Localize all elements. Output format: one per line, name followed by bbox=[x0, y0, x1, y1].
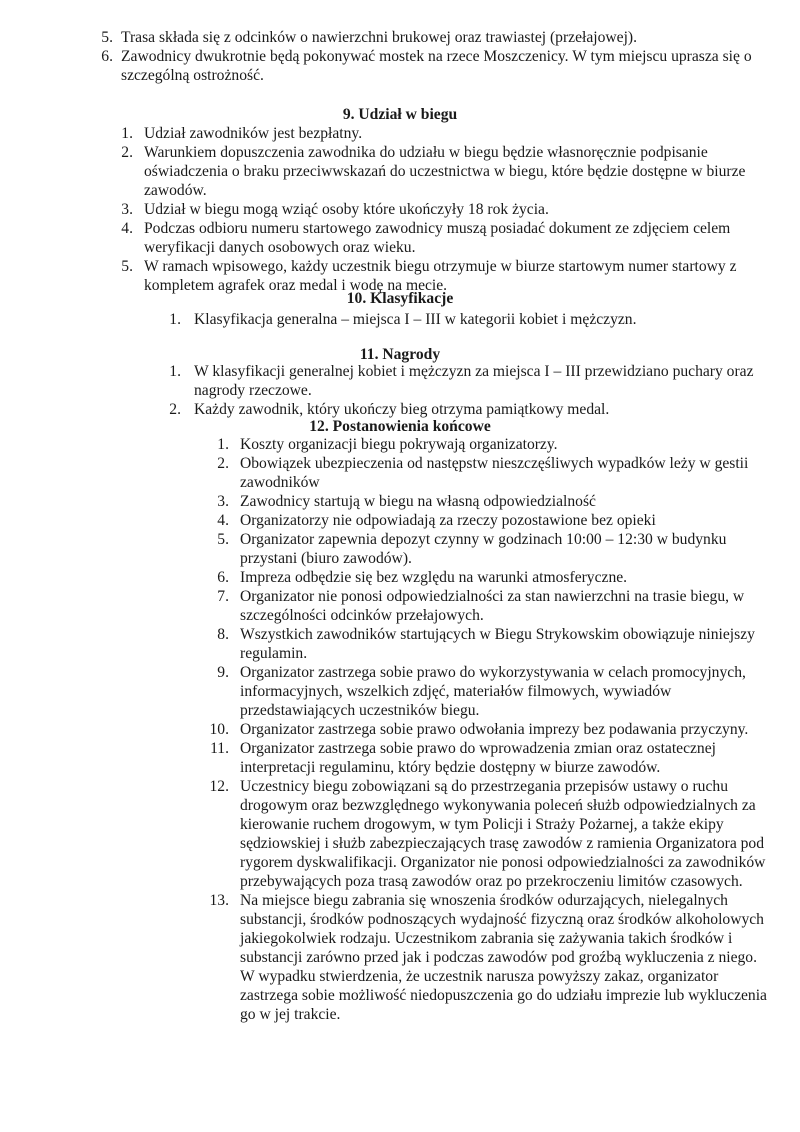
list-item bbox=[0, 720, 770, 739]
list-item-text: W ramach wpisowego, każdy uczestnik biegu otrzymuje w biurze startowym numer startowy z kompletem agrafek oraz medal i wodę na mecie. bbox=[144, 258, 737, 294]
list-item bbox=[0, 663, 770, 720]
list-item-number: 2. bbox=[217, 455, 229, 472]
list-item-text: Zawodnicy startują w biegu na własną odpowiedzialność bbox=[240, 493, 596, 510]
list-item-text: Organizator zastrzega sobie prawo do wprowadzenia zmian oraz ostatecznej interpretacji regulaminu, który będzie dostępny w biurze zawodów. bbox=[240, 740, 716, 776]
list-item-text: Uczestnicy biegu zobowiązani są do przestrzegania przepisów ustawy o ruchu drogowym oraz bezwzględnego wykonywania poleceń służb odpowiedzialnych za kierowanie ruchem drogowym, w tym Policji i Straży Pożarnej, a także ekipy sędziowskiej i służb zabezpieczających trasę zawodów z ramienia Organizatora pod rygorem dyskwalifikacji. Organizator nie ponosi odpowiedzialności za zawodników przebywających poza trasą zawodów oraz po przekroczeniu limitów czasowych. bbox=[240, 778, 766, 890]
list-item-text: Organizator nie ponosi odpowiedzialności za stan nawierzchni na trasie biegu, w szczególności odcinków przełajowych. bbox=[240, 588, 745, 624]
list-item-number: 12. bbox=[209, 778, 229, 795]
list-item-number: 9. bbox=[217, 664, 229, 681]
list-item-text: Koszty organizacji biegu pokrywają organizatorzy. bbox=[240, 436, 558, 453]
list-item-text: Organizator zapewnia depozyt czynny w godzinach 10:00 – 12:30 w budynku przystani (biuro zawodów). bbox=[240, 531, 727, 567]
list-item-number: 2. bbox=[121, 144, 133, 161]
section-heading: 11. Nagrody bbox=[359, 346, 441, 363]
list-item bbox=[0, 362, 770, 400]
list-item-text: Impreza odbędzie się bez względu na warunki atmosferyczne. bbox=[240, 569, 628, 586]
list-item-text: Organizatorzy nie odpowiadają za rzeczy pozostawione bez opieki bbox=[240, 512, 656, 529]
list-item bbox=[0, 124, 746, 143]
section-8-list bbox=[0, 28, 761, 85]
list-item-text: Obowiązek ubezpieczenia od następstw nieszczęśliwych wypadków leży w gestii zawodników bbox=[240, 455, 749, 491]
list-item-text: Udział w biegu mogą wziąć osoby które ukończyły 18 rok życia. bbox=[144, 201, 549, 218]
list-item bbox=[0, 511, 770, 530]
list-item-number: 10. bbox=[209, 721, 229, 738]
section-11-list bbox=[0, 362, 770, 419]
list-item bbox=[0, 777, 770, 891]
list-item-text: Warunkiem dopuszczenia zawodnika do udziału w biegu będzie własnoręcznie podpisanie oświadczenia o braku przeciwwskazań do uczestnictwa w biegu, które będzie dostępne w biurze zawodów. bbox=[144, 144, 746, 199]
list-item-number: 1. bbox=[169, 311, 181, 328]
list-item bbox=[0, 530, 770, 568]
list-item-number: 1. bbox=[169, 363, 181, 380]
list-item-number: 5. bbox=[101, 29, 113, 46]
list-item-text: Organizator zastrzega sobie prawo odwołania imprezy bez podawania przyczyny. bbox=[240, 721, 749, 738]
list-item bbox=[0, 587, 770, 625]
list-item-number: 3. bbox=[217, 493, 229, 510]
list-item-number: 11. bbox=[210, 740, 229, 757]
list-item-text: Podczas odbioru numeru startowego zawodnicy muszą posiadać dokument ze zdjęciem celem weryfikacji danych osobowych oraz wieku. bbox=[144, 220, 731, 256]
section-12-list bbox=[0, 435, 770, 1024]
list-item-number: 1. bbox=[217, 436, 229, 453]
list-item bbox=[0, 47, 761, 85]
list-item-text: W klasyfikacji generalnej kobiet i mężczyzn za miejsca I – III przewidziano puchary oraz nagrody rzeczowe. bbox=[194, 363, 754, 399]
list-item-number: 5. bbox=[217, 531, 229, 548]
list-item-number: 8. bbox=[217, 626, 229, 643]
list-item bbox=[0, 454, 770, 492]
list-item bbox=[0, 568, 770, 587]
list-item bbox=[0, 310, 754, 329]
section-heading: 9. Udział w biegu bbox=[342, 106, 458, 123]
list-item-number: 4. bbox=[217, 512, 229, 529]
list-item bbox=[0, 492, 770, 511]
list-item-number: 6. bbox=[217, 569, 229, 586]
list-item bbox=[0, 143, 746, 200]
list-item-number: 3. bbox=[121, 201, 133, 218]
list-item bbox=[0, 625, 770, 663]
list-item-text: Trasa składa się z odcinków o nawierzchni brukowej oraz trawiastej (przełajowej). bbox=[121, 29, 637, 46]
list-item-text: Wszystkich zawodników startujących w Biegu Strykowskim obowiązuje niniejszy regulamin. bbox=[240, 626, 755, 662]
list-item-text: Organizator zastrzega sobie prawo do wykorzystywania w celach promocyjnych, informacyjnych, wszelkich zdjęć, materiałów filmowych, wywiadów przedstawiających uczestników biegu. bbox=[240, 664, 746, 719]
list-item bbox=[0, 28, 761, 47]
list-item-number: 5. bbox=[121, 258, 133, 275]
list-item bbox=[0, 891, 770, 1024]
section-heading: 10. Klasyfikacje bbox=[346, 290, 454, 307]
list-item bbox=[0, 200, 746, 219]
section-9-list bbox=[0, 124, 746, 295]
list-item-number: 1. bbox=[121, 125, 133, 142]
list-item bbox=[0, 219, 746, 257]
list-item-text: Każdy zawodnik, który ukończy bieg otrzyma pamiątkowy medal. bbox=[194, 401, 610, 418]
list-item bbox=[0, 739, 770, 777]
list-item-number: 2. bbox=[169, 401, 181, 418]
section-heading: 12. Postanowienia końcowe bbox=[309, 418, 491, 435]
list-item-number: 13. bbox=[209, 892, 229, 909]
list-item-number: 6. bbox=[101, 48, 113, 65]
list-item bbox=[0, 435, 770, 454]
section-10-list bbox=[0, 310, 754, 329]
list-item-text: Zawodnicy dwukrotnie będą pokonywać mostek na rzece Moszczenicy. W tym miejscu uprasza się o szczególną ostrożność. bbox=[121, 48, 752, 84]
list-item-number: 7. bbox=[217, 588, 229, 605]
list-item-text: Udział zawodników jest bezpłatny. bbox=[144, 125, 363, 142]
list-item-number: 4. bbox=[121, 220, 133, 237]
list-item-text: Klasyfikacja generalna – miejsca I – III w kategorii kobiet i mężczyzn. bbox=[194, 311, 637, 328]
list-item-text: Na miejsce biegu zabrania się wnoszenia środków odurzających, nielegalnych substancji, środków podnoszących wydajność fizyczną oraz środków alkoholowych jakiegokolwiek rodzaju. Uczestnikom zabrania się zażywania takich środków i substancji zarówno przed jak i podczas zawodów pod groźbą wykluczenia z niego. W wypadku stwierdzenia, że uczestnik narusza powyższy zakaz, organizator zastrzega sobie możliwość niedopuszczenia go do udziału imprezie lub wykluczenia go w jej trakcie. bbox=[240, 892, 767, 1023]
